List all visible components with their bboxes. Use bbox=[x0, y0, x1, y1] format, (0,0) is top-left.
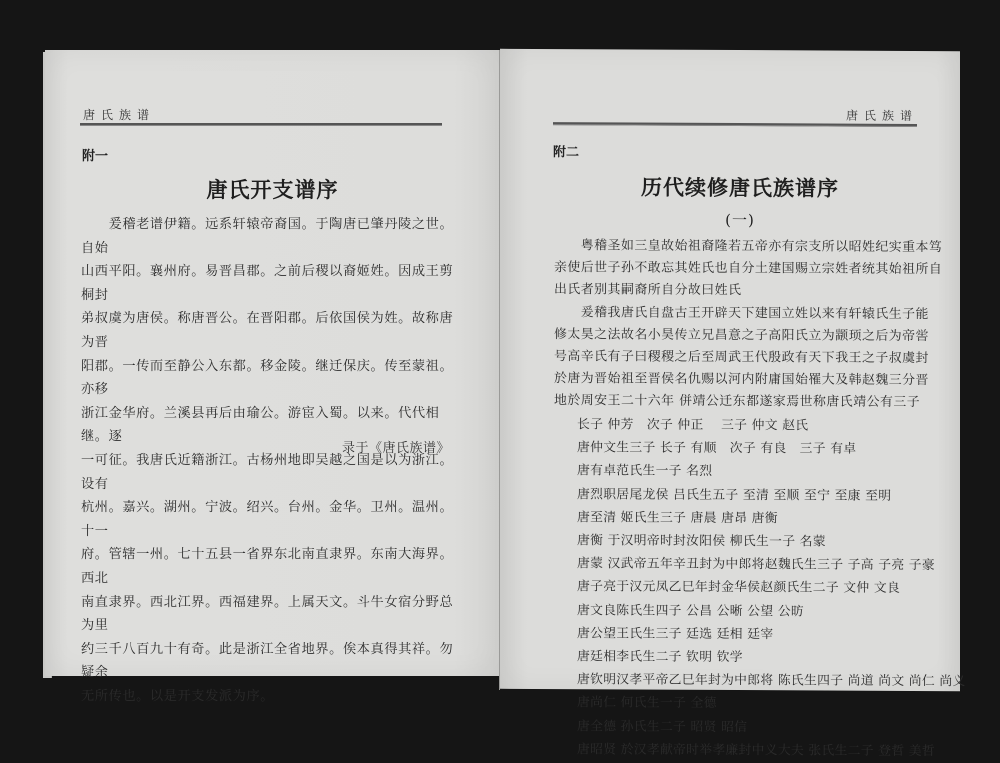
genealogy-entry: 唐钦明汉孝平帝乙巳年封为中郎将 陈氏生四子 尚道 尚文 尚仁 尚义 bbox=[577, 672, 966, 690]
preface-body bbox=[554, 235, 944, 415]
genealogy-entry: 唐至清 姬氏生三子 唐晨 唐昂 唐衡 bbox=[577, 510, 778, 527]
genealogy-entry: 长子 仲芳 次子 仲正 三子 仲文 赵氏 bbox=[577, 417, 809, 434]
appendix-label: 附一 bbox=[82, 149, 109, 164]
body-line: 阳郡。一传而至静公入东都。移金陵。继迁保庆。传至蒙祖。亦移 bbox=[81, 358, 454, 398]
genealogy-entry: 唐有卓范氏生一子 名烈 bbox=[577, 463, 713, 480]
body-line: 无所传也。以是开支发派为序。 bbox=[81, 688, 275, 704]
body-line: 山西平阳。襄州府。易晋昌郡。之前后稷以裔姬姓。因成王剪桐封 bbox=[81, 264, 454, 303]
book-gutter bbox=[499, 50, 500, 690]
body-line: 於唐为晋始祖至晋侯名仇赐以河内附庸国始罹大及韩赵魏三分晋 bbox=[554, 371, 929, 389]
genealogy-list bbox=[577, 413, 966, 763]
running-head: 唐氏族谱 bbox=[846, 108, 919, 123]
genealogy-entry: 唐文良陈氏生四子 公昌 公晰 公望 公昉 bbox=[577, 602, 805, 620]
page-title: 唐氏开支谱序 bbox=[206, 177, 339, 202]
genealogy-entry: 唐昭贤 於汉孝献帝时举孝廉封中义大夫 张氏生二子 登哲 美哲 bbox=[577, 742, 935, 759]
appendix-label: 附二 bbox=[553, 145, 580, 161]
page-title: 历代续修唐氏族谱序 bbox=[641, 174, 839, 201]
body-line: 弟叔虞为唐侯。称唐晋公。在晋阳郡。后依国侯为姓。故称唐为晋 bbox=[81, 311, 454, 350]
right-page bbox=[500, 49, 966, 759]
header-rule bbox=[553, 122, 917, 127]
genealogy-entry: 唐仲文生三子 长子 有顺 次子 有良 三子 有卓 bbox=[577, 440, 857, 457]
genealogy-entry: 唐公望王氏生三子 廷选 廷相 廷宰 bbox=[577, 626, 774, 643]
genealogy-entry: 唐烈职居尾龙侯 吕氏生五子 至清 至顺 至宁 至康 至明 bbox=[577, 486, 892, 504]
body-line: 约三千八百九十有奇。此是浙江全省地界。俟本真得其祥。勿疑余 bbox=[81, 641, 454, 681]
section-number: (一) bbox=[725, 210, 755, 230]
genealogy-entry: 唐子亮于汉元凤乙巳年封金华侯赵颜氏生二子 文仲 文良 bbox=[577, 579, 901, 597]
running-head: 唐氏族谱 bbox=[83, 108, 156, 122]
genealogy-entry: 唐衡 于汉明帝时封汝阳侯 柳氏生一子 名蒙 bbox=[577, 533, 826, 550]
preface-body bbox=[81, 213, 461, 708]
body-line: 爰稽老谱伊籍。远系轩辕帝裔国。于陶唐已肇丹陵之世。自始 bbox=[81, 217, 454, 256]
body-line: 府。管辖一州。七十五县一省界东北南直隶界。东南大海界。西北 bbox=[81, 547, 454, 586]
body-line: 修太昊之法故名小昊传立兄昌意之子高阳氏立为颛顼之后为帝喾 bbox=[554, 326, 929, 344]
body-line: 出氏者别其嗣裔所自分故曰姓氏 bbox=[554, 282, 742, 299]
body-line: 浙江金华府。兰溪县再后由瑜公。游宦入蜀。以来。代代相继。逐 bbox=[81, 405, 440, 445]
header-rule bbox=[80, 123, 442, 126]
body-line: 一可征。我唐氏近籍浙江。古杨州地即吴越之国是以为浙江。设有 bbox=[81, 452, 454, 492]
genealogy-entry: 唐全德 孙氏生二子 昭贤 昭信 bbox=[577, 718, 748, 735]
genealogy-entry: 唐尚仁 何氏生一子 全德 bbox=[577, 695, 717, 712]
body-line: 爰稽我唐氏自盘古王开辟天下建国立姓以来有轩辕氏生子能 bbox=[554, 304, 929, 322]
body-line: 南直隶界。西北江界。西福建界。上属天文。斗牛女宿分野总为里 bbox=[81, 594, 454, 634]
body-line: 号高辛氏有子曰稷稷之后至周武王代殷政有天下我王之子叔虞封 bbox=[554, 349, 929, 367]
body-line: 地於周安王二十六年 併靖公迁东都遂家焉世称唐氏靖公有三子 bbox=[554, 393, 921, 411]
source-note: 录于《唐氏族谱》 bbox=[342, 441, 451, 456]
genealogy-entry: 唐蒙 汉武帝五年辛丑封为中郎将赵魏氏生三子 子高 子亮 子豪 bbox=[577, 556, 935, 574]
genealogy-entry: 唐廷相李氏生二子 钦明 钦学 bbox=[577, 649, 743, 666]
body-line: 杭州。嘉兴。湖州。宁波。绍兴。台州。金华。卫州。温州。十一 bbox=[81, 500, 454, 539]
left-page bbox=[45, 50, 500, 704]
body-line: 亲使后世子孙不敢忘其姓氏也自分土建国赐立宗姓者统其始祖所自 bbox=[554, 260, 943, 278]
body-line: 粤稽圣如三皇故始祖裔隆若五帝亦有宗支所以昭姓纪实重本笃 bbox=[554, 238, 943, 256]
